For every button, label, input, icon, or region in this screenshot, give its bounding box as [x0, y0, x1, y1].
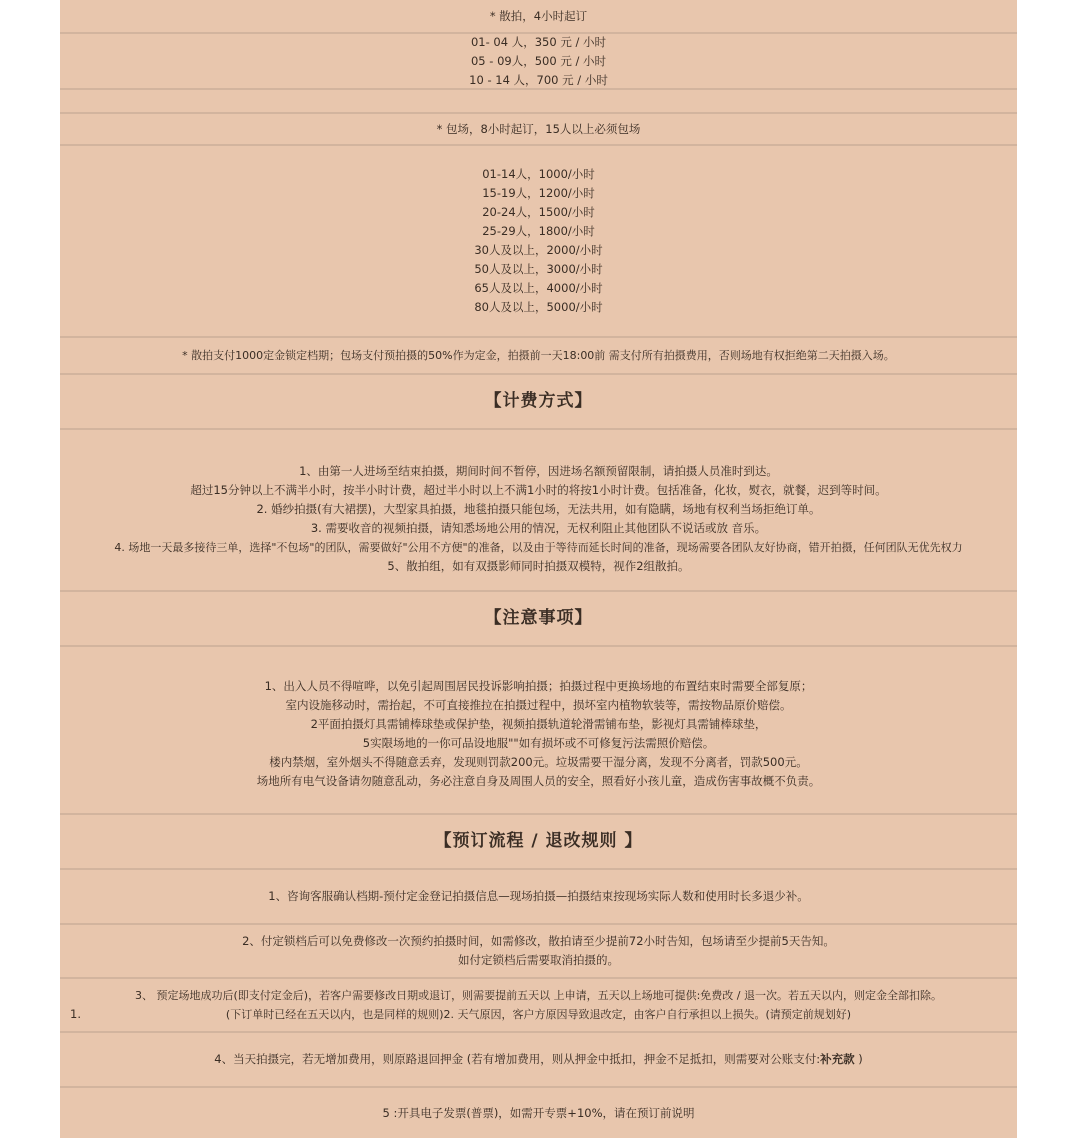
- scatter-price-line: 05 - 09人，500 元 / 小时: [470, 53, 607, 68]
- billing-title-row: [60, 375, 1017, 430]
- notice-rules-row: [60, 647, 1017, 815]
- package-price-line: 25-29人，1800/小时: [482, 224, 595, 238]
- booking-step3-line2: (下订单时已经在五天以内，也是同样的规则)2. 天气原因，客户方原因导致退改定，由客户自行承担以上损失。(请预定前规划好): [225, 1008, 852, 1021]
- billing-rules-row: [60, 430, 1017, 592]
- notice-line: 2平面拍摄灯具需铺棒球垫或保护垫，视频拍摄轨道轮滑需铺布垫，影视灯具需铺棒球垫，: [310, 717, 767, 731]
- booking-step4-tail: ): [854, 1052, 863, 1066]
- package-prices-row: [60, 146, 1017, 338]
- booking-step1-row: [60, 870, 1017, 925]
- billing-line: 1、由第一人进场至结束拍摄，期间时间不暂停，因进场名额预留限制，请拍摄人员准时到达。: [299, 464, 778, 478]
- deposit-note: * 散拍支付1000定金锁定档期；包场支付预拍摄的50%作为定金，拍摄前一天18:00前 需支付所有拍摄费用，否则场地有权拒绝第二天拍摄入场。: [182, 349, 895, 362]
- billing-line: 4. 场地一天最多接待三单，选择"不包场"的团队，需要做好"公用不方便"的准备，以及由于等待而延长时间的准备，现场需要各团队友好协商，错开拍摄，任何团队无优先权力: [114, 541, 963, 554]
- price-sheet: [60, 0, 1017, 1138]
- package-header: * 包场，8小时起订，15人以上必须包场: [436, 121, 641, 136]
- package-price-line: 30人及以上，2000/小时: [474, 243, 603, 257]
- booking-title-row: [60, 815, 1017, 870]
- booking-step2-line: 2、付定锁档后可以免费修改一次预约拍摄时间，如需修改，散拍请至少提前72小时告知，包场请至少提前5天告知。: [242, 934, 835, 948]
- booking-step4-row: [60, 1033, 1017, 1088]
- spacer-row: [60, 90, 1017, 114]
- notice-line: 楼内禁烟，室外烟头不得随意丢弃，发现则罚款200元。垃圾需要干湿分离，发现不分离者，罚款500元。: [269, 755, 808, 769]
- scatter-header: * 散拍，4小时起订: [489, 8, 588, 23]
- notice-title: 【注意事项】: [484, 608, 593, 628]
- notice-title-row: [60, 592, 1017, 647]
- booking-step4: [214, 1050, 862, 1069]
- booking-step2-line: 如付定锁档后需要取消拍摄的。: [458, 953, 619, 967]
- booking-step2-row: [60, 925, 1017, 979]
- booking-step5-row: [60, 1088, 1017, 1138]
- package-price-line: 20-24人，1500/小时: [482, 205, 595, 219]
- deposit-note-row: [60, 338, 1017, 375]
- billing-line: 超过15分钟以上不满半小时，按半小时计费，超过半小时以上不满1小时的将按1小时计费。包括准备，化妆，熨衣，就餐，迟到等时间。: [190, 483, 887, 497]
- billing-title: 【计费方式】: [484, 391, 593, 411]
- booking-step1: 1、咨询客服确认档期-预付定金登记拍摄信息—现场拍摄—拍摄结束按现场实际人数和使用时长多退少补。: [268, 889, 809, 903]
- billing-line: 3. 需要收音的视频拍摄，请知悉场地公用的情况，无权利阻止其他团队不说话或放 音乐。: [310, 521, 767, 535]
- booking-title: 【预订流程 / 退改规则 】: [434, 831, 643, 851]
- package-price-line: 65人及以上，4000/小时: [474, 281, 603, 295]
- billing-line: 5、散拍组，如有双摄影师同时拍摄双模特，视作2组散拍。: [387, 559, 690, 573]
- scatter-prices-row: [60, 34, 1017, 90]
- package-price-line: 80人及以上，5000/小时: [474, 300, 603, 314]
- package-header-row: [60, 114, 1017, 146]
- notice-line: 室内设施移动时，需抬起，不可直接推拉在拍摄过程中，损坏室内植物软装等，需按物品原价赔偿。: [285, 698, 792, 712]
- booking-step3-num: 1.: [70, 1007, 81, 1021]
- notice-line: 场地所有电气设备请勿随意乱动，务必注意自身及周围人员的安全，照看好小孩儿童，造成伤害事故概不负责。: [256, 774, 821, 788]
- package-price-line: 15-19人，1200/小时: [482, 186, 595, 200]
- billing-line: 2. 婚纱拍摄(有大裙摆)，大型家具拍摄，地毯拍摄只能包场，无法共用，如有隐瞒，场地有权利当场拒绝订单。: [256, 502, 821, 516]
- booking-step4-main: 4、当天拍摄完，若无增加费用，则原路退回押金 (若有增加费用，则从押金中抵扣，押金不足抵扣，则需要对公账支付:: [214, 1052, 821, 1066]
- scatter-price-line: 10 - 14 人，700 元 / 小时: [469, 72, 608, 87]
- booking-step5: 5 :开具电子发票(普票)，如需开专票+10%，请在预订前说明: [382, 1105, 695, 1120]
- booking-step3-line1: 3、 预定场地成功后(即支付定金后)，若客户需要修改日期或退订，则需要提前五天以 上申请，五天以上场地可提供:免费改 / 退一次。若五天以内，则定金全部扣除。: [135, 989, 942, 1002]
- notice-line: 1、出入人员不得喧哗，以免引起周围居民投诉影响拍摄；拍摄过程中更换场地的布置结束时需要全部复原；: [264, 679, 813, 693]
- package-price-line: 50人及以上，3000/小时: [474, 262, 603, 276]
- booking-step4-bold: 补充款: [820, 1052, 855, 1066]
- scatter-header-row: [60, 0, 1017, 34]
- package-price-line: 01-14人，1000/小时: [482, 167, 595, 181]
- notice-line: 5实限场地的一你可品设地服""如有损坏或不可修复污法需照价赔偿。: [362, 736, 715, 750]
- booking-step3-row: [60, 979, 1017, 1033]
- scatter-price-line: 01- 04 人，350 元 / 小时: [470, 34, 607, 49]
